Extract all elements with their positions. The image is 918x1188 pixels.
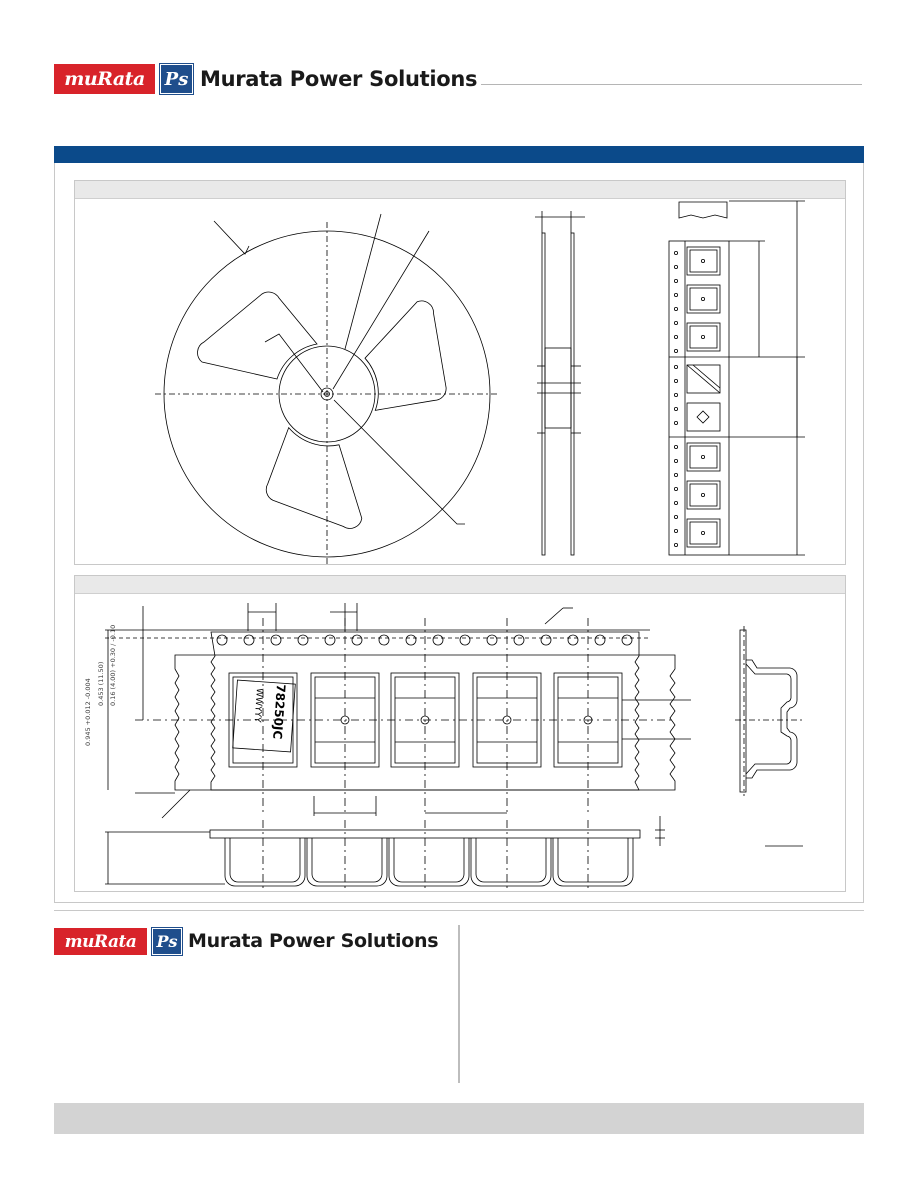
dim-label-sprocket-pitch: 0.16 (4.00) +0.30 / -0.10 [109, 624, 117, 706]
footer-bottom-band [54, 1103, 864, 1134]
dim-label-tape-width: 0.945 +0.012 -0.004 [84, 678, 92, 746]
header-rule [481, 84, 862, 85]
reel-drawing [75, 181, 845, 564]
footer-separator [54, 910, 864, 911]
tape-sprocket-holes-row [217, 635, 632, 645]
ps-logo: Ps [160, 64, 193, 94]
dim-label-pocket-pitch: 0.453 (11.50) [97, 661, 105, 706]
reel-front-view [155, 214, 499, 564]
tape-sprocket-holes [674, 251, 677, 546]
tape-pockets [687, 247, 720, 547]
carrier-tape-side-view [735, 626, 805, 796]
component-marking-part: 78250JC [270, 683, 288, 740]
footer-murata-logo: muRata [54, 928, 147, 955]
reel-side-view [535, 211, 585, 555]
brand-name: Murata Power Solutions [200, 67, 478, 91]
tape-drawing-panel [74, 575, 846, 892]
tape-strip-view [669, 201, 805, 555]
tape-dimension-lines [108, 603, 691, 818]
murata-logo: muRata [54, 64, 155, 94]
footer-brand-name: Murata Power Solutions [188, 930, 439, 952]
carrier-tape-top-view [84, 603, 691, 818]
reel-drawing-panel [74, 180, 846, 565]
component-marking-date: WWYYY [251, 687, 264, 723]
footer-vertical-divider [458, 925, 460, 1083]
tape-centerlines [135, 618, 675, 816]
tape-drawing [75, 576, 845, 891]
footer-ps-logo: Ps [152, 928, 182, 955]
carrier-tape-cross-section [105, 816, 803, 890]
section-title-bar [54, 146, 864, 163]
reel-window [198, 292, 317, 379]
